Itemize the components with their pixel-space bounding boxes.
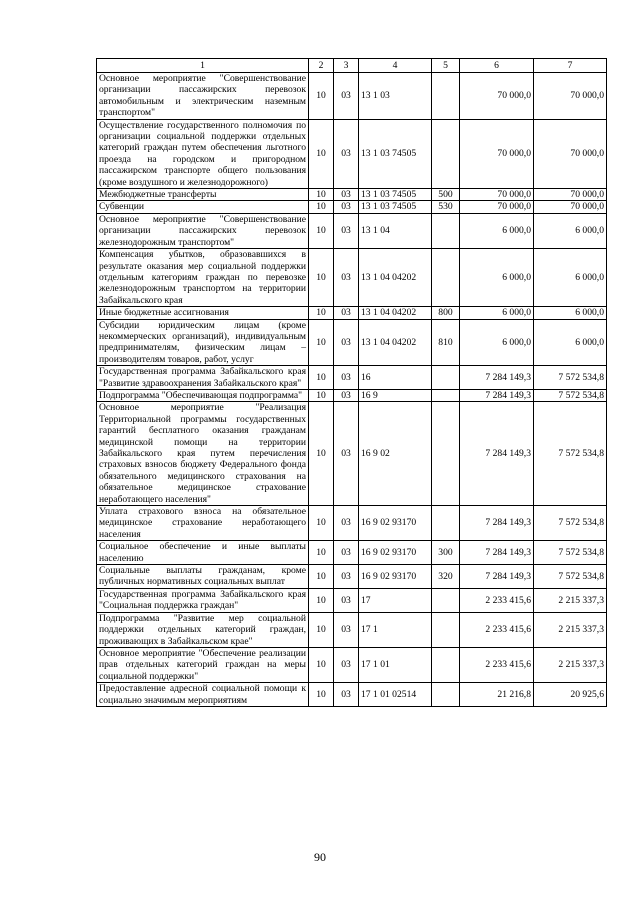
cell-name: Уплата страхового взноса на обязательное медицинское страхование неработающего населения xyxy=(97,506,309,541)
cell-amount-year2: 2 215 337,3 xyxy=(534,612,607,647)
cell-expense-type: 800 xyxy=(432,307,460,319)
cell-expense-type: 320 xyxy=(432,565,460,589)
cell-subsection: 03 xyxy=(334,588,359,612)
cell-expense-type: 530 xyxy=(432,201,460,213)
cell-name: Основное мероприятие "Совершенствование организации пассажирских перевозок железнодорожным транспортом" xyxy=(97,213,309,248)
header-col-5: 5 xyxy=(432,59,460,73)
cell-amount-year1: 7 284 149,3 xyxy=(460,402,534,506)
budget-table-sheet xyxy=(96,58,606,707)
cell-name: Межбюджетные трансферты xyxy=(97,189,309,201)
cell-subsection: 03 xyxy=(334,319,359,366)
cell-amount-year1: 7 284 149,3 xyxy=(460,389,534,401)
cell-target-article: 16 9 02 93170 xyxy=(359,506,432,541)
cell-expense-type xyxy=(432,402,460,506)
cell-amount-year1: 7 284 149,3 xyxy=(460,541,534,565)
cell-expense-type xyxy=(432,119,460,188)
cell-amount-year2: 70 000,0 xyxy=(534,73,607,120)
table-row xyxy=(97,307,607,319)
table-row xyxy=(97,683,607,707)
cell-amount-year2: 7 572 534,8 xyxy=(534,541,607,565)
cell-target-article: 16 9 xyxy=(359,389,432,401)
cell-subsection: 03 xyxy=(334,366,359,390)
cell-subsection: 03 xyxy=(334,565,359,589)
cell-subsection: 03 xyxy=(334,73,359,120)
cell-target-article: 13 1 04 04202 xyxy=(359,249,432,307)
table-row xyxy=(97,389,607,401)
header-col-2: 2 xyxy=(309,59,334,73)
cell-target-article: 17 1 01 xyxy=(359,647,432,682)
cell-target-article: 16 9 02 93170 xyxy=(359,541,432,565)
header-col-3: 3 xyxy=(334,59,359,73)
cell-target-article: 16 9 02 93170 xyxy=(359,565,432,589)
cell-subsection: 03 xyxy=(334,506,359,541)
cell-subsection: 03 xyxy=(334,612,359,647)
cell-subsection: 03 xyxy=(334,402,359,506)
cell-target-article: 13 1 04 04202 xyxy=(359,319,432,366)
cell-name: Субсидии юридическим лицам (кроме некоммерческих организаций), индивидуальным предпринимателям, физическим лицам – производителям товаров, работ, услуг xyxy=(97,319,309,366)
table-row xyxy=(97,647,607,682)
cell-name: Государственная программа Забайкальского края "Развитие здравоохранения Забайкальского края" xyxy=(97,366,309,390)
cell-amount-year1: 7 284 149,3 xyxy=(460,366,534,390)
cell-amount-year2: 7 572 534,8 xyxy=(534,389,607,401)
cell-amount-year1: 2 233 415,6 xyxy=(460,612,534,647)
cell-name: Государственная программа Забайкальского края "Социальная поддержка граждан" xyxy=(97,588,309,612)
cell-amount-year2: 7 572 534,8 xyxy=(534,506,607,541)
cell-subsection: 03 xyxy=(334,249,359,307)
cell-subsection: 03 xyxy=(334,647,359,682)
cell-subsection: 03 xyxy=(334,683,359,707)
cell-amount-year1: 7 284 149,3 xyxy=(460,506,534,541)
cell-amount-year1: 70 000,0 xyxy=(460,73,534,120)
cell-expense-type xyxy=(432,506,460,541)
cell-subsection: 03 xyxy=(334,541,359,565)
cell-amount-year1: 6 000,0 xyxy=(460,249,534,307)
cell-expense-type xyxy=(432,366,460,390)
cell-expense-type xyxy=(432,389,460,401)
cell-section: 10 xyxy=(309,612,334,647)
cell-target-article: 13 1 03 xyxy=(359,73,432,120)
cell-section: 10 xyxy=(309,683,334,707)
cell-amount-year1: 2 233 415,6 xyxy=(460,647,534,682)
cell-subsection: 03 xyxy=(334,389,359,401)
table-row xyxy=(97,119,607,188)
cell-section: 10 xyxy=(309,402,334,506)
header-col-6: 6 xyxy=(460,59,534,73)
cell-expense-type xyxy=(432,683,460,707)
cell-name: Предоставление адресной социальной помощи к социально значимым мероприятиям xyxy=(97,683,309,707)
cell-subsection: 03 xyxy=(334,189,359,201)
cell-section: 10 xyxy=(309,249,334,307)
cell-name: Социальное обеспечение и иные выплаты населению xyxy=(97,541,309,565)
page-number: 90 xyxy=(314,850,326,864)
budget-table xyxy=(96,58,607,707)
cell-subsection: 03 xyxy=(334,119,359,188)
header-col-7: 7 xyxy=(534,59,607,73)
table-row xyxy=(97,366,607,390)
cell-target-article: 16 9 02 xyxy=(359,402,432,506)
cell-subsection: 03 xyxy=(334,201,359,213)
cell-section: 10 xyxy=(309,389,334,401)
cell-amount-year2: 6 000,0 xyxy=(534,319,607,366)
cell-amount-year2: 2 215 337,3 xyxy=(534,647,607,682)
cell-name: Подпрограмма "Обеспечивающая подпрограмма" xyxy=(97,389,309,401)
cell-amount-year2: 7 572 534,8 xyxy=(534,565,607,589)
cell-name: Иные бюджетные ассигнования xyxy=(97,307,309,319)
cell-section: 10 xyxy=(309,201,334,213)
cell-target-article: 13 1 03 74505 xyxy=(359,189,432,201)
cell-section: 10 xyxy=(309,189,334,201)
cell-target-article: 16 xyxy=(359,366,432,390)
table-row xyxy=(97,612,607,647)
cell-amount-year2: 6 000,0 xyxy=(534,307,607,319)
cell-expense-type: 300 xyxy=(432,541,460,565)
cell-amount-year2: 7 572 534,8 xyxy=(534,402,607,506)
table-row xyxy=(97,319,607,366)
cell-section: 10 xyxy=(309,588,334,612)
cell-section: 10 xyxy=(309,366,334,390)
cell-amount-year1: 70 000,0 xyxy=(460,119,534,188)
cell-amount-year1: 7 284 149,3 xyxy=(460,565,534,589)
cell-target-article: 17 1 01 02514 xyxy=(359,683,432,707)
cell-amount-year2: 6 000,0 xyxy=(534,249,607,307)
cell-expense-type xyxy=(432,647,460,682)
cell-amount-year1: 6 000,0 xyxy=(460,319,534,366)
cell-target-article: 13 1 04 04202 xyxy=(359,307,432,319)
cell-expense-type xyxy=(432,588,460,612)
cell-expense-type xyxy=(432,213,460,248)
table-row xyxy=(97,201,607,213)
table-row xyxy=(97,213,607,248)
cell-amount-year1: 6 000,0 xyxy=(460,213,534,248)
table-row xyxy=(97,73,607,120)
header-col-1: 1 xyxy=(97,59,309,73)
header-row xyxy=(97,59,607,73)
cell-amount-year2: 20 925,6 xyxy=(534,683,607,707)
cell-expense-type xyxy=(432,249,460,307)
cell-amount-year2: 7 572 534,8 xyxy=(534,366,607,390)
table-row xyxy=(97,588,607,612)
cell-name: Основное мероприятие "Обеспечение реализации прав отдельных категорий граждан на меры социальной поддержки" xyxy=(97,647,309,682)
cell-target-article: 17 xyxy=(359,588,432,612)
cell-amount-year2: 70 000,0 xyxy=(534,119,607,188)
cell-expense-type: 810 xyxy=(432,319,460,366)
cell-section: 10 xyxy=(309,506,334,541)
cell-section: 10 xyxy=(309,73,334,120)
cell-subsection: 03 xyxy=(334,307,359,319)
cell-expense-type xyxy=(432,612,460,647)
cell-amount-year1: 2 233 415,6 xyxy=(460,588,534,612)
cell-name: Основное мероприятие "Совершенствование организации пассажирских перевозок автомобильным и электрическим наземным транспортом" xyxy=(97,73,309,120)
table-row xyxy=(97,189,607,201)
cell-section: 10 xyxy=(309,213,334,248)
cell-expense-type xyxy=(432,73,460,120)
cell-amount-year1: 70 000,0 xyxy=(460,201,534,213)
cell-name: Подпрограмма "Развитие мер социальной поддержки отдельных категорий граждан, проживающих в Забайкальском крае" xyxy=(97,612,309,647)
table-row xyxy=(97,249,607,307)
cell-section: 10 xyxy=(309,307,334,319)
cell-section: 10 xyxy=(309,565,334,589)
table-row xyxy=(97,565,607,589)
cell-section: 10 xyxy=(309,647,334,682)
table-row xyxy=(97,541,607,565)
cell-section: 10 xyxy=(309,119,334,188)
cell-amount-year2: 2 215 337,3 xyxy=(534,588,607,612)
cell-section: 10 xyxy=(309,541,334,565)
cell-target-article: 13 1 04 xyxy=(359,213,432,248)
table-row xyxy=(97,506,607,541)
cell-name: Компенсация убытков, образовавшихся в результате оказания мер социальной поддержки отдельным категориям граждан по перевозке железнодорожным транспортом на территории Забайкальского края xyxy=(97,249,309,307)
cell-amount-year2: 6 000,0 xyxy=(534,213,607,248)
cell-name: Социальные выплаты гражданам, кроме публичных нормативных социальных выплат xyxy=(97,565,309,589)
table-body xyxy=(97,73,607,707)
cell-name: Осуществление государственного полномочия по организации социальной поддержки отдельных категорий граждан путем обеспечения льготного проезда на городском и пригородном пассажирском транспорте общего пользования (кроме воздушного и железнодорожного) xyxy=(97,119,309,188)
cell-amount-year1: 70 000,0 xyxy=(460,189,534,201)
cell-expense-type: 500 xyxy=(432,189,460,201)
cell-target-article: 13 1 03 74505 xyxy=(359,119,432,188)
cell-amount-year1: 21 216,8 xyxy=(460,683,534,707)
cell-name: Субвенции xyxy=(97,201,309,213)
cell-section: 10 xyxy=(309,319,334,366)
cell-amount-year2: 70 000,0 xyxy=(534,201,607,213)
cell-name: Основное мероприятие "Реализация Территориальной программы государственных гарантий бесплатного оказания гражданам медицинской помощи на территории Забайкальского края путем перечисления страховых взносов бюджету Федерального фонда обязательного медицинского страхования на обязательное медицинское страхование неработающего населения" xyxy=(97,402,309,506)
table-row xyxy=(97,402,607,506)
header-col-4: 4 xyxy=(359,59,432,73)
cell-subsection: 03 xyxy=(334,213,359,248)
cell-amount-year1: 6 000,0 xyxy=(460,307,534,319)
cell-target-article: 13 1 03 74505 xyxy=(359,201,432,213)
cell-target-article: 17 1 xyxy=(359,612,432,647)
cell-amount-year2: 70 000,0 xyxy=(534,189,607,201)
